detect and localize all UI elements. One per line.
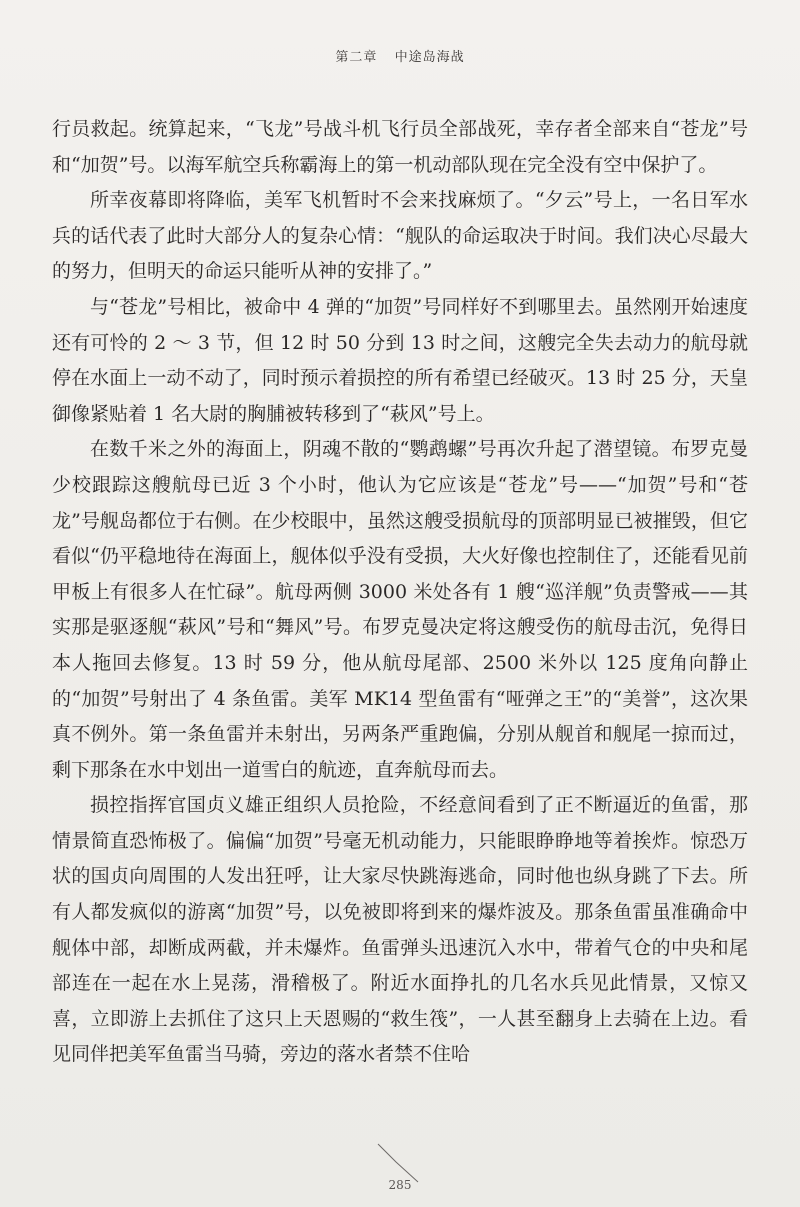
paragraph: 行员救起。统算起来，“飞龙”号战斗机飞行员全部战死，幸存者全部来自“苍龙”号和“加贺”号。以海军航空兵称霸海上的第一机动部队现在完全没有空中保护了。 [52,118,748,176]
paragraph: 在数千米之外的海面上，阴魂不散的“鹦鹉螺”号再次升起了潜望镜。布罗克曼少校跟踪这艘航母已近 3 个小时，他认为它应该是“苍龙”号——“加贺”号和“苍龙”号舰岛都位于右侧。在少校眼中，虽然这艘受损航母的顶部明显已被摧毁，但它看似“仍平稳地待在海面上，舰体似乎没有受损，大火好像也控制住了，还能看见前甲板上有很多人在忙碌”。航母两侧 3000 米处各有 1 艘“巡洋舰”负责警戒——其实那是驱逐舰“萩风”号和“舞风”号。布罗克曼决定将这艘受伤的航母击沉，免得日本人拖回去修复。13 时 59 分，他从航母尾部、2500 米外以 125 度角向静止的“加贺”号射出了 4 条鱼雷。美军 MK14 型鱼雷有“哑弹之王”的“美誉”，这次果真不例外。第一条鱼雷并未射出，另两条严重跑偏，分别从舰首和舰尾一掠而过，剩下那条在水中划出一道雪白的航迹，直奔航母而去。 [52,438,748,781]
chapter-title: 中途岛海战 [394,50,465,65]
paragraph: 与“苍龙”号相比，被命中 4 弹的“加贺”号同样好不到哪里去。虽然刚开始速度还有可怜的 2 ～ 3 节，但 12 时 50 分到 13 时之间，这艘完全失去动力的航母就停在水面上一动不动了，同时预示着损控的所有希望已经破灭。13 时 25 分，天皇御像紧贴着 1 名大尉的胸脯被转移到了“萩风”号上。 [52,295,748,425]
page-number: 285 [388,1178,412,1192]
paragraph: 所幸夜幕即将降临，美军飞机暂时不会来找麻烦了。“夕云”号上，一名日军水兵的话代表了此时大部分人的复杂心情：“舰队的命运取决于时间。我们决心尽最大的努力，但明天的命运只能听从神的安排了。” [52,189,748,283]
body-text [52,112,748,1073]
paragraph: 损控指挥官国贞义雄正组织人员抢险，不经意间看到了正不断逼近的鱼雷，那情景简直恐怖极了。偏偏“加贺”号毫无机动能力，只能眼睁睁地等着挨炸。惊恐万状的国贞向周围的人发出狂呼，让大家尽快跳海逃命，同时他也纵身跳了下去。所有人都发疯似的游离“加贺”号，以免被即将到来的爆炸波及。那条鱼雷虽准确命中舰体中部，却断成两截，并未爆炸。鱼雷弹头迅速沉入水中，带着气仓的中央和尾部连在一起在水上晃荡，滑稽极了。附近水面挣扎的几名水兵见此情景，又惊又喜，立即游上去抓住了这只上天恩赐的“救生筏”，一人甚至翻身上去骑在上边。看见同伴把美军鱼雷当马骑，旁边的落水者禁不住哈 [52,794,748,1066]
running-header [0,46,800,65]
chapter-number: 第二章 [335,50,378,65]
